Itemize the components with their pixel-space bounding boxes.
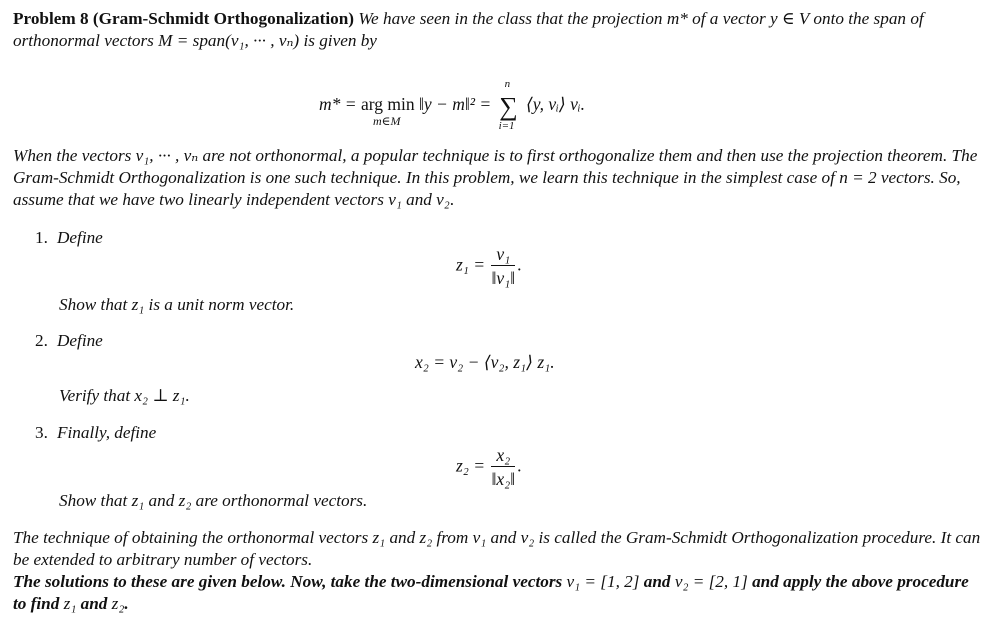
M-span: M = span(v₁, ··· , vₙ): [158, 31, 300, 50]
z1-definition: z₁ = $\frac{\text{v₁}}{\text{‖v₁‖}}$ .: [456, 244, 522, 288]
z2-fraction: $\frac{\text{x₂}}{\text{‖x₂‖}}$: [491, 445, 516, 489]
sum-operator: n ∑ i=1: [498, 78, 518, 132]
x2-definition: x₂ = v₂ − ⟨v₂, z₁⟩ z₁.: [415, 352, 555, 372]
item-1-task: Show that z₁ is a unit norm vector.: [59, 295, 295, 314]
item-3-task: Show that z₁ and z₂ are orthonormal vectors.: [59, 491, 368, 510]
summary-paragraph: The technique of obtaining the orthonormal vectors z₁ and z₂ from v₁ and v₂ is called the Gram-Schmidt Orthogonalization procedure. It can be extended to arbitrary number of vectors.: [13, 528, 981, 569]
z1-fraction: $\frac{\text{v₁}}{\text{‖v₁‖}}$: [491, 244, 516, 288]
argmin-operator: arg min m∈M: [360, 94, 415, 128]
z2-definition: z₂ = $\frac{\text{x₂}}{\text{‖x₂‖}}$ .: [456, 445, 522, 489]
motivation-paragraph: When the vectors v₁, ··· , vₙ are not orthonormal, a popular technique is to first orthogonalize them and then use the projection theorem. The Gram-Schmidt Orthogonalization is one such technique. In this problem, we learn this technique in the simplest case of n = 2 vectors. So, assume that we have two linearly independent vectors v₁ and v₂.: [13, 146, 978, 209]
item-2-task: Verify that x₂ ⊥ z₁.: [59, 386, 190, 405]
item-3-define: 3. Finally, define: [35, 423, 157, 442]
item-1-define: 1. Define: [35, 228, 103, 247]
projection-equation: m* = arg min m∈M ‖y − m‖² = n ∑ i=1 ⟨y, vᵢ⟩ vᵢ.: [319, 78, 585, 132]
problem-statement: Problem 8 (Gram-Schmidt Orthogonalization) We have seen in the class that the projection m* of a vector y ∈ V onto the span of orthonormal vectors M = span(v₁, ··· , vₙ) is given by: [13, 9, 924, 50]
problem-title: Problem 8 (Gram-Schmidt Orthogonalization): [13, 9, 355, 28]
m-star: m*: [666, 9, 688, 28]
instructions-paragraph: The solutions to these are given below. Now, take the two-dimensional vectors v₁ = [1, 2] and v₂ = [2, 1] and apply the above procedure to find z₁ and z₂.: [13, 572, 969, 613]
item-2-define: 2. Define: [35, 331, 103, 350]
y-in-V: y ∈ V: [769, 9, 810, 28]
